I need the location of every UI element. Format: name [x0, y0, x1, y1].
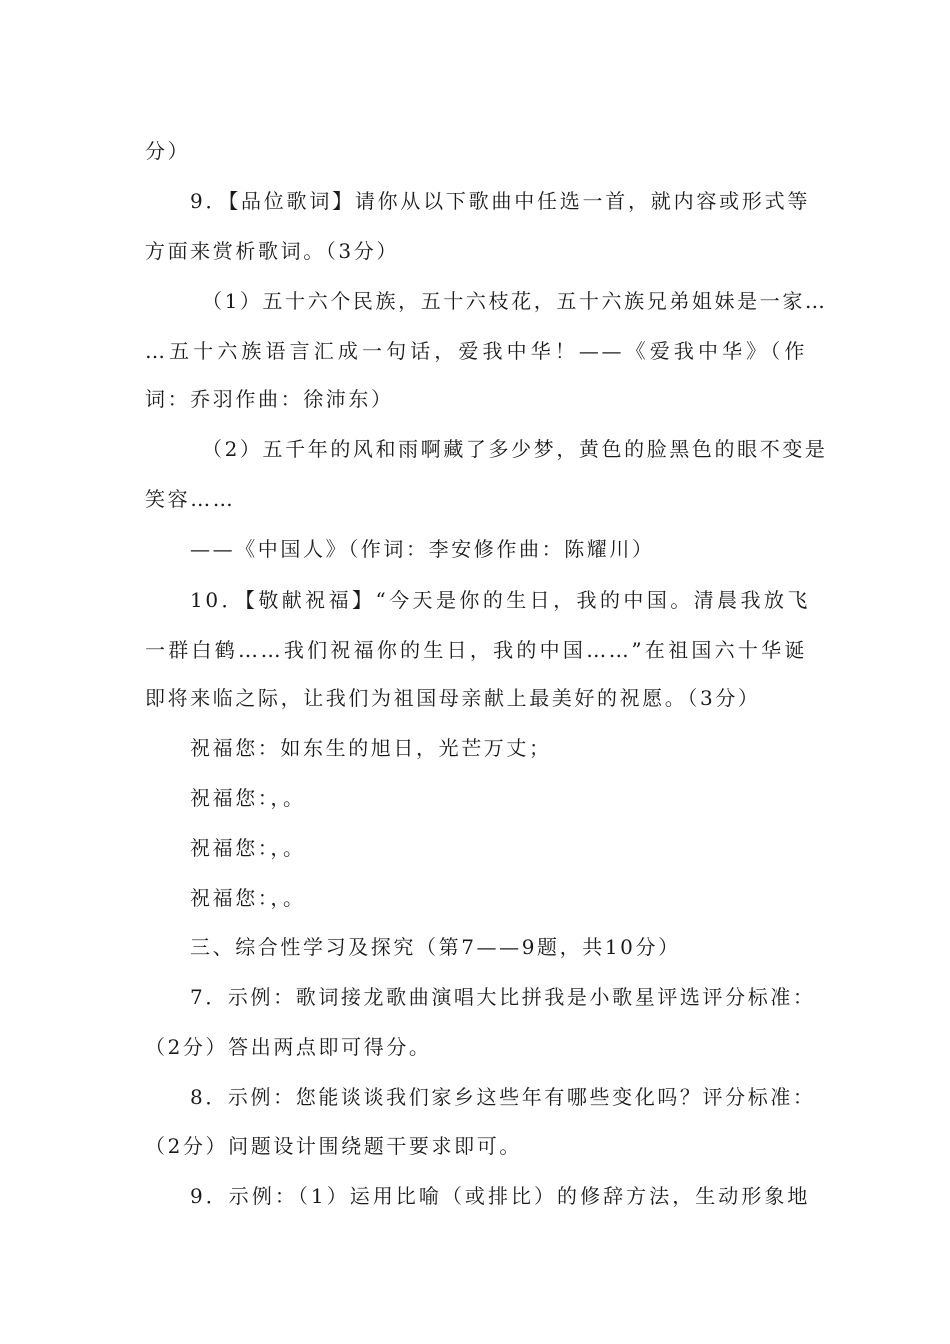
answer-8-line-1: 8．示例：您能谈谈我们家乡这些年有哪些变化吗？评分标准：: [190, 1085, 816, 1109]
section-heading: 三、综合性学习及探究（第7——9题，共10分）: [190, 935, 681, 959]
lyric-1-line-3: 词：乔羽作曲：徐沛东）: [145, 387, 394, 411]
answer-9-line-1: 9．示例：（1）运用比喻（或排比）的修辞方法，生动形象地: [190, 1184, 810, 1208]
question-9-line-2: 方面来赏析歌词。（3分）: [145, 239, 399, 263]
text-line: 分）: [145, 139, 191, 163]
blessing-line-3: 祝福您：，。: [190, 836, 306, 860]
answer-8-line-2: （2分）问题设计围绕题干要求即可。: [145, 1134, 522, 1158]
lyric-2-line-2: 笑容……: [145, 487, 236, 511]
blessing-line-4: 祝福您：，。: [190, 886, 306, 910]
lyric-1-line-2: …五十六族语言汇成一句话，爱我中华！——《爱我中华》（作: [145, 339, 807, 363]
answer-7-line-1: 7．示例：歌词接龙歌曲演唱大比拼我是小歌星评选评分标准：: [190, 985, 816, 1009]
blessing-line-1: 祝福您：如东生的旭日，光芒万丈；: [190, 736, 552, 760]
answer-7-line-2: （2分）答出两点即可得分。: [145, 1035, 432, 1059]
question-10-line-2: 一群白鹤……我们祝福你的生日，我的中国……”在祖国六十华诞: [145, 638, 807, 662]
blessing-line-2: 祝福您：，。: [190, 786, 306, 810]
question-10-line-3: 即将来临之际，让我们为祖国母亲献上最美好的祝愿。（3分）: [145, 686, 761, 710]
lyric-2-attribution: ——《中国人》（作词：李安修作曲：陈耀川）: [190, 537, 655, 561]
lyric-1-line-1: （1）五十六个民族，五十六枝花，五十六族兄弟姐妹是一家…: [202, 289, 828, 313]
question-9-line-1: 9．【品位歌词】请你从以下歌曲中任选一首，就内容或形式等: [190, 189, 810, 213]
lyric-2-line-1: （2）五千年的风和雨啊藏了多少梦，黄色的脸黑色的眼不变是: [202, 437, 828, 461]
question-10-line-1: 10．【敬献祝福】“今天是你的生日，我的中国。清晨我放飞: [190, 588, 810, 612]
